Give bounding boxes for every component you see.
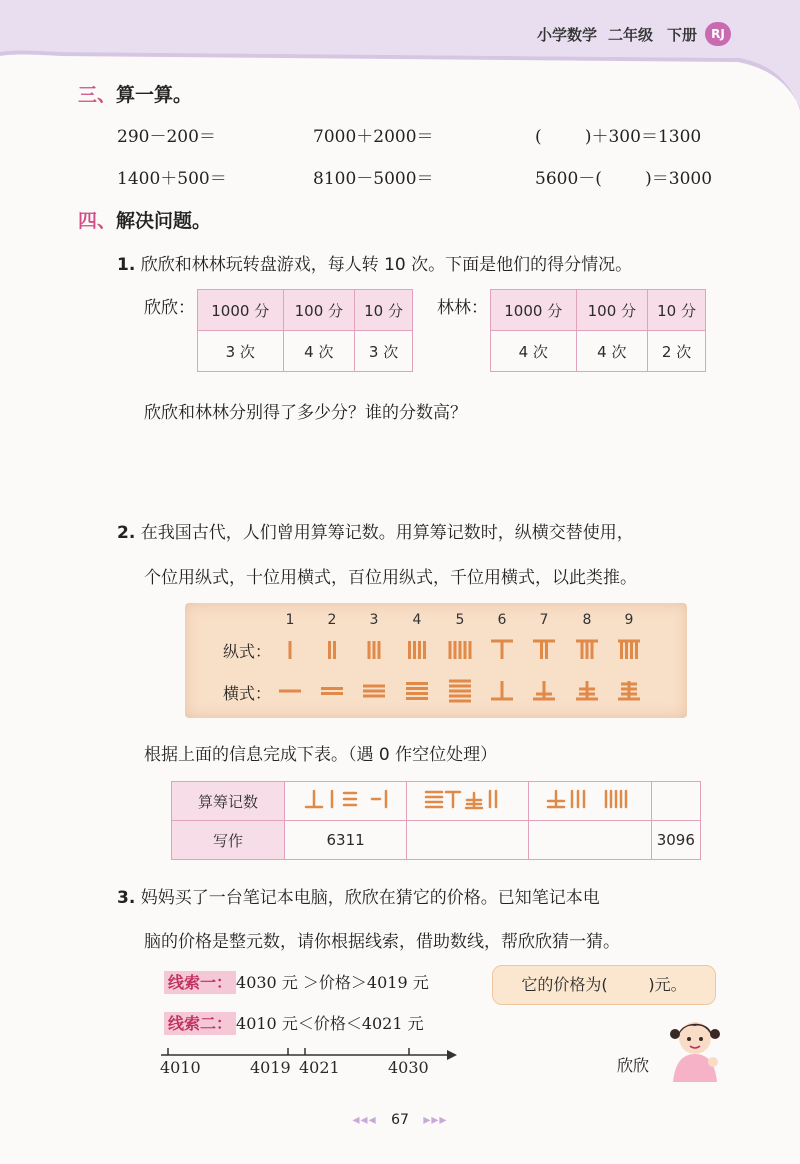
clue-text: 4010 元＜价格＜4021 元 [236,1014,424,1033]
vertical-rod-2 [330,641,335,659]
counting-rods-panel [185,603,687,718]
question-3 [117,883,600,908]
horizontal-rod-6 [491,681,513,699]
horizontal-rod-8 [576,681,598,699]
rod-number: 5 [455,612,465,628]
rod-number: 3 [369,612,379,628]
xinxin-label: 欣欣： [144,298,195,318]
table-cell: 3 次 [355,331,413,372]
girl-character-icon [665,1010,725,1082]
rod-number: 6 [497,612,507,628]
table-cell: 100 分 [576,290,648,331]
section-title: 算一算。 [116,84,193,106]
rod-value-glyph [542,787,638,811]
section-title: 解决问题。 [116,210,212,232]
rod-number: 9 [624,612,634,628]
rod-number: 4 [412,612,422,628]
row-label: 写作 [172,821,285,860]
clue-2 [164,1011,424,1034]
volume-label: 下册 [667,26,698,44]
rod-cell [529,782,651,821]
section-4-heading [78,206,211,233]
horizontal-rod-2 [321,689,343,694]
character-name: 欣欣 [617,1056,650,1075]
vertical-rod-4 [410,641,425,659]
table-cell: 1000 分 [198,290,284,331]
subject-label: 小学数学 [537,26,598,44]
rod-glyphs [185,603,687,718]
tick-label: 4030 [388,1058,429,1077]
table-cell: 2 次 [648,331,706,372]
table-cell: 100 分 [283,290,355,331]
question-number: 2. [117,523,136,543]
vertical-rod-5 [450,641,470,659]
question-text: 欣欣和林林玩转盘游戏，每人转 10 次。下面是他们的得分情况。 [140,255,633,275]
table-cell: 10 分 [355,290,413,331]
left-arrows-icon: ◂◂◂ [352,1112,377,1128]
question-text-line2: 个位用纵式，十位用横式，百位用纵式，千位用横式，以此类推。 [144,568,637,588]
vertical-rod-3 [369,641,379,659]
page-number: 67 [391,1112,409,1128]
horizontal-rod-5 [449,681,471,701]
section-number: 三、 [78,84,117,106]
equation: 8100－5000＝ [313,169,434,189]
question-text: 在我国古代，人们曾用算筹记数。用算筹记数时，纵横交替使用， [140,523,634,543]
row-label: 算筹记数 [172,782,285,821]
horizontal-form-label: 横式： [223,684,272,703]
rod-number: 1 [285,612,295,628]
equation: ( )＋300＝1300 [535,127,702,147]
section-3-heading [78,80,192,107]
vertical-rod-7 [533,641,555,659]
equation: 1400＋500＝ [117,169,227,189]
table-cell: 10 分 [648,290,706,331]
equation: 5600－( )＝3000 [535,169,713,189]
table-cell: 4 次 [491,331,577,372]
clue-label: 线索一： [164,971,236,994]
table-cell: 3 次 [198,331,284,372]
vertical-rod-8 [576,641,598,659]
rod-value-glyph [298,787,394,811]
table-cell: 1000 分 [491,290,577,331]
table-cell: 4 次 [576,331,648,372]
question-1 [117,250,632,275]
rod-cell-blank[interactable] [651,782,700,821]
linlin-score-table [490,289,706,372]
written-cell-blank[interactable] [407,821,529,860]
linlin-label: 林林： [437,298,488,318]
written-cell-blank[interactable] [529,821,651,860]
question-text-line2: 脑的价格是整元数，请你根据线索，借助数线，帮欣欣猜一猜。 [144,932,620,952]
xinxin-score-table [197,289,413,372]
rod-cell [407,782,529,821]
vertical-rods [290,641,640,659]
clue-text: 4030 元 ＞价格＞4019 元 [236,973,429,992]
bubble-text[interactable]: 它的价格为( )元。 [521,975,687,994]
written-cell: 6311 [285,821,407,860]
vertical-rod-6 [491,641,513,659]
tick-label: 4021 [299,1058,340,1077]
question-number: 1. [117,255,136,275]
question-number: 3. [117,888,136,908]
header-text [0,0,800,62]
horizontal-rod-3 [363,686,385,696]
rod-conversion-table [171,781,701,860]
question-2 [117,518,634,543]
rod-number: 7 [539,612,549,628]
clue-label: 线索二： [164,1012,236,1035]
rod-cell [285,782,407,821]
vertical-form-label: 纵式： [223,642,272,661]
table-cell: 4 次 [283,331,355,372]
question-text: 妈妈买了一台笔记本电脑，欣欣在猜它的价格。已知笔记本电 [140,888,600,908]
written-cell: 3096 [651,821,700,860]
equation: 7000＋2000＝ [313,127,434,147]
rod-value-glyph [420,787,516,811]
speech-bubble [492,965,716,1005]
horizontal-rod-4 [406,684,428,699]
right-arrows-icon: ▸▸▸ [423,1112,448,1128]
question-1-prompt: 欣欣和林林分别得了多少分？谁的分数高？ [144,403,467,423]
tick-label: 4010 [160,1058,201,1077]
vertical-rod-9 [618,641,640,659]
rod-number: 8 [582,612,592,628]
clue-1 [164,970,429,993]
page-footer [330,1112,470,1128]
horizontal-rod-9 [618,681,640,699]
grade-label: 二年级 [608,26,654,44]
horizontal-rods [279,681,640,701]
section-number: 四、 [78,210,117,232]
rod-number: 2 [327,612,337,628]
horizontal-rod-7 [533,681,555,699]
table-instruction: 根据上面的信息完成下表。（遇 0 作空位处理） [144,745,498,765]
tick-label: 4019 [250,1058,291,1077]
rj-badge: RJ [705,22,731,46]
equation: 290－200＝ [117,127,216,147]
